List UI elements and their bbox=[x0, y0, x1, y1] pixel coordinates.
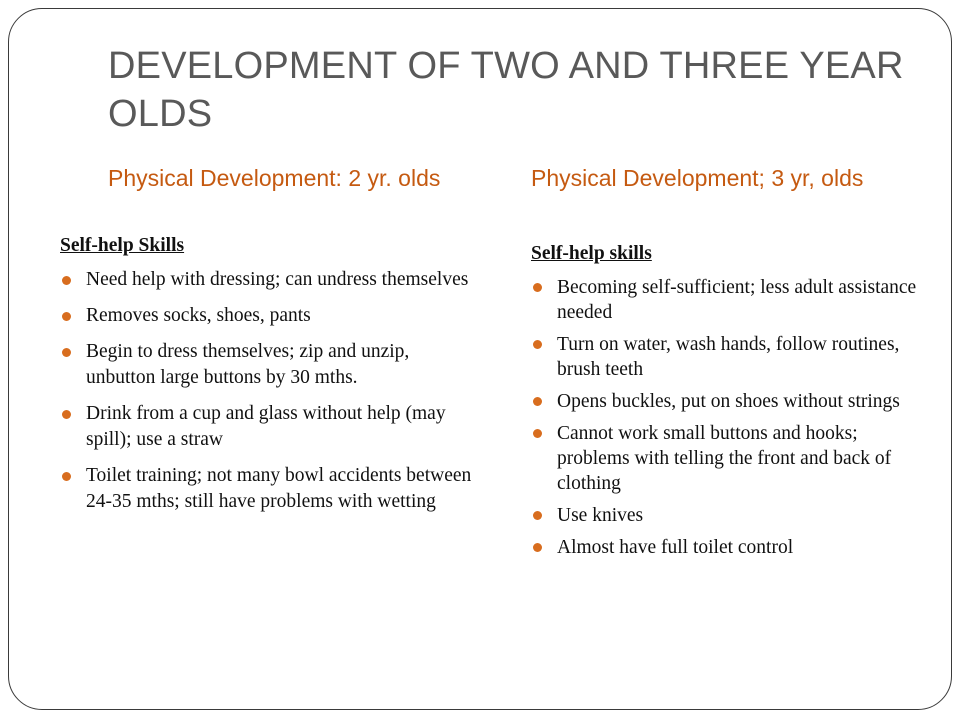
bullet-icon bbox=[62, 312, 71, 321]
right-column-body bbox=[531, 241, 931, 567]
right-bullet-list bbox=[531, 275, 931, 560]
bullet-icon bbox=[533, 429, 542, 438]
list-item-text: Need help with dressing; can undress themselves bbox=[86, 269, 469, 290]
bullet-icon bbox=[62, 410, 71, 419]
list-item bbox=[531, 503, 931, 528]
list-item bbox=[60, 303, 480, 329]
list-item bbox=[60, 267, 480, 293]
bullet-icon bbox=[533, 511, 542, 520]
list-item bbox=[531, 275, 931, 325]
bullet-icon bbox=[533, 397, 542, 406]
list-item-text: Toilet training; not many bowl accidents between 24-35 mths; still have problems with wetting bbox=[86, 465, 472, 512]
left-column-body bbox=[60, 233, 480, 525]
bullet-icon bbox=[533, 543, 542, 552]
list-item-text: Cannot work small buttons and hooks; problems with telling the front and back of clothing bbox=[557, 423, 892, 494]
list-item bbox=[60, 401, 480, 453]
list-item-text: Turn on water, wash hands, follow routines, brush teeth bbox=[557, 334, 900, 380]
left-subheading: Self-help Skills bbox=[60, 235, 185, 256]
list-item-text: Almost have full toilet control bbox=[557, 537, 794, 558]
list-item bbox=[531, 332, 931, 382]
bullet-icon bbox=[62, 472, 71, 481]
right-column-heading: Physical Development; 3 yr, olds bbox=[531, 165, 864, 191]
list-item bbox=[60, 463, 480, 515]
slide-title: DEVELOPMENT OF TWO AND THREE YEAR OLDS bbox=[108, 45, 904, 135]
list-item bbox=[60, 339, 480, 391]
left-column-heading: Physical Development: 2 yr. olds bbox=[108, 165, 441, 191]
list-item-text: Removes socks, shoes, pants bbox=[86, 305, 311, 326]
list-item bbox=[531, 421, 931, 496]
list-item bbox=[531, 535, 931, 560]
list-item-text: Opens buckles, put on shoes without strings bbox=[557, 391, 900, 412]
left-bullet-list bbox=[60, 267, 480, 515]
bullet-icon bbox=[533, 283, 542, 292]
bullet-icon bbox=[533, 340, 542, 349]
list-item bbox=[531, 389, 931, 414]
list-item-text: Drink from a cup and glass without help (may spill); use a straw bbox=[86, 403, 446, 450]
list-item-text: Becoming self-sufficient; less adult assistance needed bbox=[557, 277, 917, 323]
right-subheading: Self-help skills bbox=[531, 243, 652, 264]
list-item-text: Use knives bbox=[557, 505, 644, 526]
list-item-text: Begin to dress themselves; zip and unzip, unbutton large buttons by 30 mths. bbox=[86, 341, 410, 388]
bullet-icon bbox=[62, 348, 71, 357]
bullet-icon bbox=[62, 276, 71, 285]
